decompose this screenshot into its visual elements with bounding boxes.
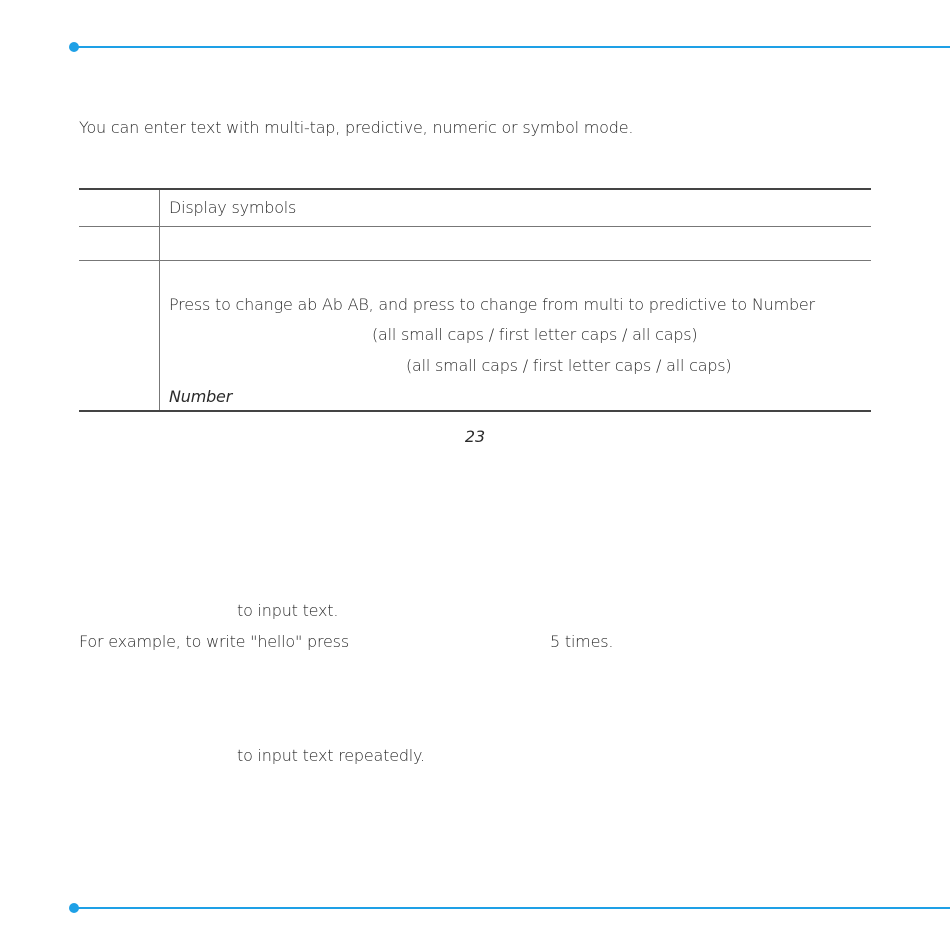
input-text-instruction: to input text. <box>237 601 339 620</box>
table-cell-caps-note: (all small caps / first letter caps / all caps) <box>372 325 698 344</box>
intro-text: You can enter text with multi-tap, predictive, numeric or symbol mode. <box>79 118 634 137</box>
table-column-divider <box>159 190 160 410</box>
divider-dot-icon <box>69 903 79 913</box>
table-row-divider <box>79 226 871 227</box>
divider-dot-icon <box>69 42 79 52</box>
page-number: 23 <box>464 427 486 446</box>
repeat-text-instruction: to input text repeatedly. <box>237 746 425 765</box>
table-cell-number: Number <box>169 387 233 406</box>
table-cell-caps-note: (all small caps / first letter caps / all caps) <box>406 356 732 375</box>
example-text: For example, to write "hello" press <box>79 632 349 651</box>
table-row-divider <box>79 260 871 261</box>
table-bottom-border <box>79 410 871 412</box>
text-mode-table <box>79 188 871 412</box>
example-times-text: 5 times. <box>550 632 614 651</box>
table-top-border <box>79 188 871 190</box>
table-cell-change-mode: Press to change ab Ab AB, and press to change from multi to predictive to Number <box>169 295 815 314</box>
top-divider <box>74 46 950 48</box>
table-cell-display-symbols: Display symbols <box>169 198 297 217</box>
bottom-divider <box>74 907 950 909</box>
